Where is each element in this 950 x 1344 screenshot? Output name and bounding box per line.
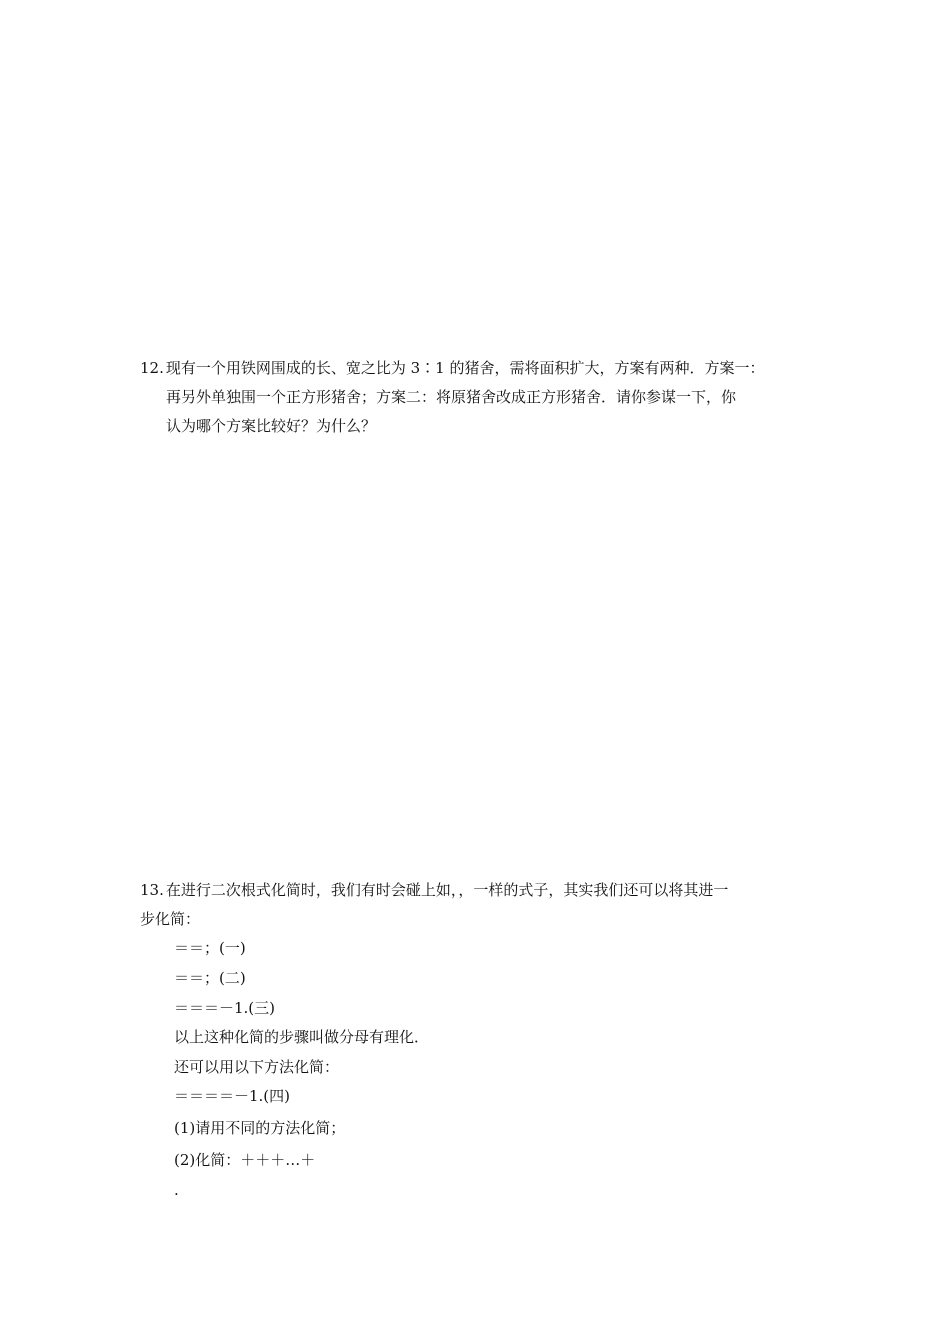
q12-line-1 <box>140 358 765 378</box>
q13-number: 13. <box>140 881 164 899</box>
q13-tail: . <box>174 1181 179 1199</box>
q12-text-1: 现有一个用铁网围成的长、宽之比为 3∶1 的猪舍，需将面积扩大，方案有两种．方案一： <box>165 359 765 377</box>
q13-part-2: (2)化简：＋＋＋…＋ <box>174 1151 316 1169</box>
q13-line-1 <box>140 880 728 900</box>
q13-step-3: ＝＝＝－1.(三) <box>174 999 276 1017</box>
q12-line-3: 认为哪个方案比较好？为什么？ <box>166 417 377 435</box>
q12-line-2: 再另外单独围一个正方形猪舍；方案二：将原猪舍改成正方形猪舍．请你参谋一下，你 <box>166 388 737 406</box>
q13-step-4: ＝＝＝＝－1.(四) <box>174 1087 291 1105</box>
q13-intro-1: 在进行二次根式化简时，我们有时会碰上如，，一样的式子，其实我们还可以将其进一 <box>165 881 729 899</box>
q13-intro-2: 步化简： <box>140 910 201 928</box>
q12-number: 12. <box>140 359 164 377</box>
q13-note-2: 还可以用以下方法化简： <box>174 1058 340 1076</box>
q13-part-1: (1)请用不同的方法化简； <box>174 1119 346 1137</box>
q13-step-1: ＝＝；(一) <box>174 939 246 957</box>
q13-step-2: ＝＝；(二) <box>174 969 246 987</box>
q13-note-1: 以上这种化简的步骤叫做分母有理化． <box>174 1028 430 1046</box>
